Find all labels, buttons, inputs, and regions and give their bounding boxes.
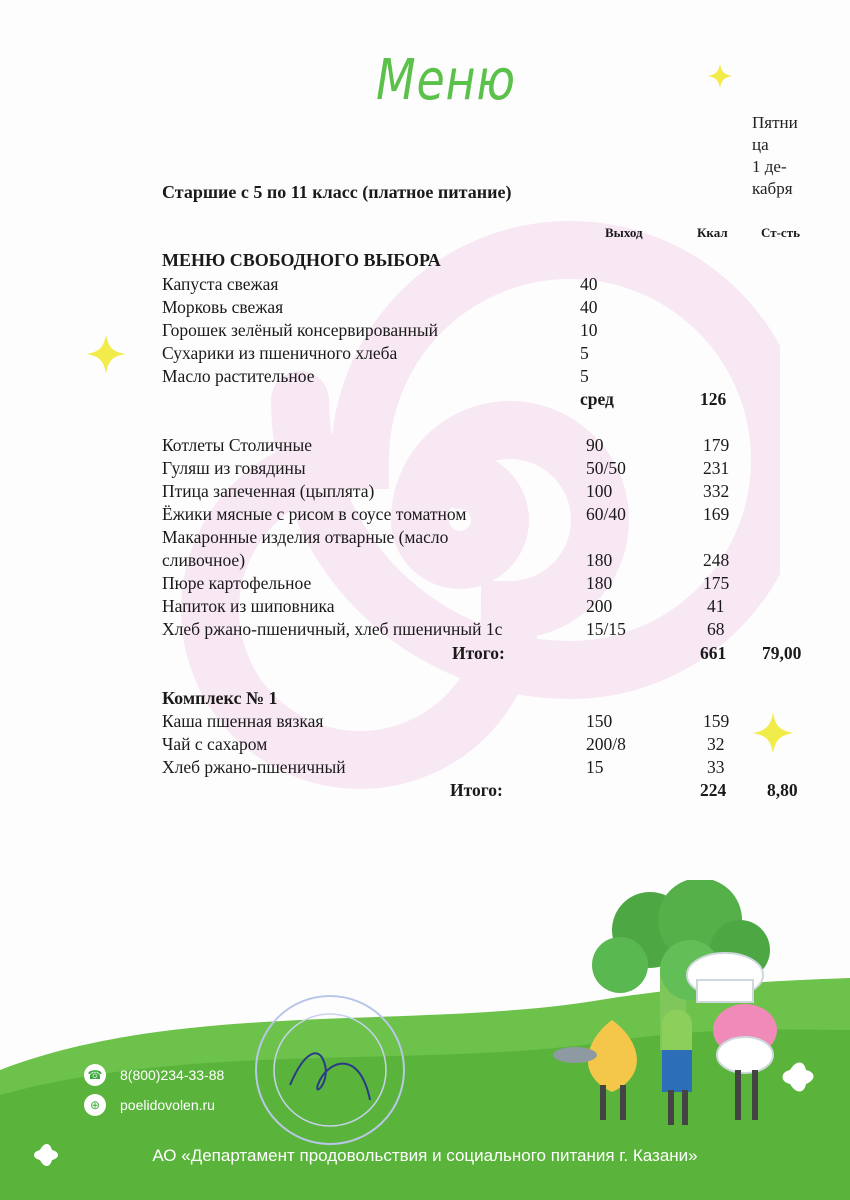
dish-kcal: 179 — [703, 435, 730, 455]
column-header-cost: Ст-сть — [761, 225, 800, 240]
menu-row — [162, 595, 812, 618]
day-label — [752, 112, 822, 200]
menu-title: Меню — [376, 48, 516, 113]
dish-output: 40 — [580, 274, 598, 294]
dish-name: Напиток из шиповника — [162, 596, 335, 616]
menu-row — [162, 480, 812, 503]
dish-name: Капуста свежая — [162, 274, 279, 294]
salad-summary-kcal: 126 — [700, 389, 727, 409]
dish-output: 40 — [580, 297, 598, 317]
website-url: poelidovolen.ru — [120, 1097, 215, 1113]
dish-kcal: 332 — [703, 481, 730, 501]
menu-row — [162, 434, 812, 457]
website-contact[interactable] — [84, 1094, 215, 1116]
menu-row — [162, 618, 812, 641]
free-choice-heading: МЕНЮ СВОБОДНОГО ВЫБОРА — [162, 250, 441, 270]
dish-output: 180 — [586, 573, 613, 593]
dish-name: Пюре картофельное — [162, 573, 312, 593]
dish-name: Макаронные изделия отварные (масло — [162, 527, 449, 547]
menu-row — [162, 273, 812, 296]
dish-name: Гуляш из говядины — [162, 458, 306, 478]
dish-output: 60/40 — [586, 504, 626, 524]
menu-row — [162, 549, 812, 572]
sparkle-icon — [706, 62, 734, 90]
day-line: кабря — [752, 179, 793, 198]
audience-subtitle: Старшие с 5 по 11 класс (платное питание) — [162, 182, 512, 202]
dish-name: Котлеты Столичные — [162, 435, 312, 455]
dish-name: сливочное) — [162, 550, 246, 570]
dish-name: Масло растительное — [162, 366, 315, 386]
dish-name: Чай с сахаром — [162, 734, 268, 754]
menu-row — [162, 296, 812, 319]
total-cost: 8,80 — [767, 780, 798, 800]
menu-row — [162, 503, 812, 526]
day-line: 1 де- — [752, 157, 787, 176]
total-cost: 79,00 — [762, 643, 802, 663]
day-line: Пятни — [752, 113, 798, 132]
organization-name: АО «Департамент продовольствия и социального питания г. Казани» — [152, 1146, 698, 1165]
dish-name: Хлеб ржано-пшеничный, хлеб пшеничный 1с — [162, 619, 503, 639]
dish-output: 15/15 — [586, 619, 626, 639]
total-label: Итого: — [450, 780, 503, 800]
total-label: Итого: — [452, 643, 505, 663]
dish-kcal: 169 — [703, 504, 730, 524]
sparkle-icon — [750, 710, 796, 756]
menu-row — [162, 526, 812, 549]
menu-row — [162, 572, 812, 595]
dish-kcal: 68 — [707, 619, 725, 639]
dish-kcal: 175 — [703, 573, 730, 593]
dish-kcal: 33 — [707, 757, 725, 777]
dish-name: Сухарики из пшеничного хлеба — [162, 343, 398, 363]
dish-output: 200 — [586, 596, 613, 616]
salad-summary-row — [162, 388, 812, 411]
phone-contact[interactable] — [84, 1064, 224, 1086]
phone-number: 8(800)234-33-88 — [120, 1067, 225, 1083]
seal-stamp — [250, 990, 410, 1150]
complex-heading: Комплекс № 1 — [162, 688, 278, 708]
dish-output: 10 — [580, 320, 598, 340]
sparkle-icon — [84, 332, 128, 376]
day-line: ца — [752, 135, 769, 154]
dish-name: Каша пшенная вязкая — [162, 711, 324, 731]
menu-row — [162, 319, 812, 342]
menu-row — [162, 756, 812, 779]
menu-row — [162, 710, 812, 733]
dish-name: Горошек зелёный консервированный — [162, 320, 439, 340]
dish-name: Морковь свежая — [162, 297, 284, 317]
menu-row — [162, 365, 812, 388]
dish-output: 180 — [586, 550, 613, 570]
dish-output: 50/50 — [586, 458, 626, 478]
chef-hat-icon — [687, 953, 763, 1002]
column-header-output: Выход — [605, 225, 643, 240]
globe-icon: ⊕ — [84, 1094, 106, 1116]
dish-kcal: 41 — [707, 596, 725, 616]
column-header-kcal: Ккал — [697, 225, 728, 240]
dish-output: 100 — [586, 481, 613, 501]
dish-output: 200/8 — [586, 734, 626, 754]
total-kcal: 224 — [700, 780, 727, 800]
total-row — [162, 642, 812, 665]
dish-output: 90 — [586, 435, 604, 455]
dish-kcal: 32 — [707, 734, 725, 754]
menu-row — [162, 733, 812, 756]
dish-kcal: 159 — [703, 711, 730, 731]
dish-output: 5 — [580, 366, 589, 386]
dish-name: Хлеб ржано-пшеничный — [162, 757, 346, 777]
dish-kcal: 231 — [703, 458, 730, 478]
dish-name: Ёжики мясные с рисом в соусе томатном — [162, 504, 467, 524]
phone-icon: ☎ — [84, 1064, 106, 1086]
total-kcal: 661 — [700, 643, 727, 663]
salad-summary-label: сред — [580, 389, 614, 409]
dish-output: 5 — [580, 343, 589, 363]
menu-row — [162, 342, 812, 365]
dish-output: 150 — [586, 711, 613, 731]
dish-kcal: 248 — [703, 550, 730, 570]
total-row — [162, 779, 812, 802]
menu-row — [162, 457, 812, 480]
dish-name: Птица запеченная (цыплята) — [162, 481, 375, 501]
dish-output: 15 — [586, 757, 604, 777]
